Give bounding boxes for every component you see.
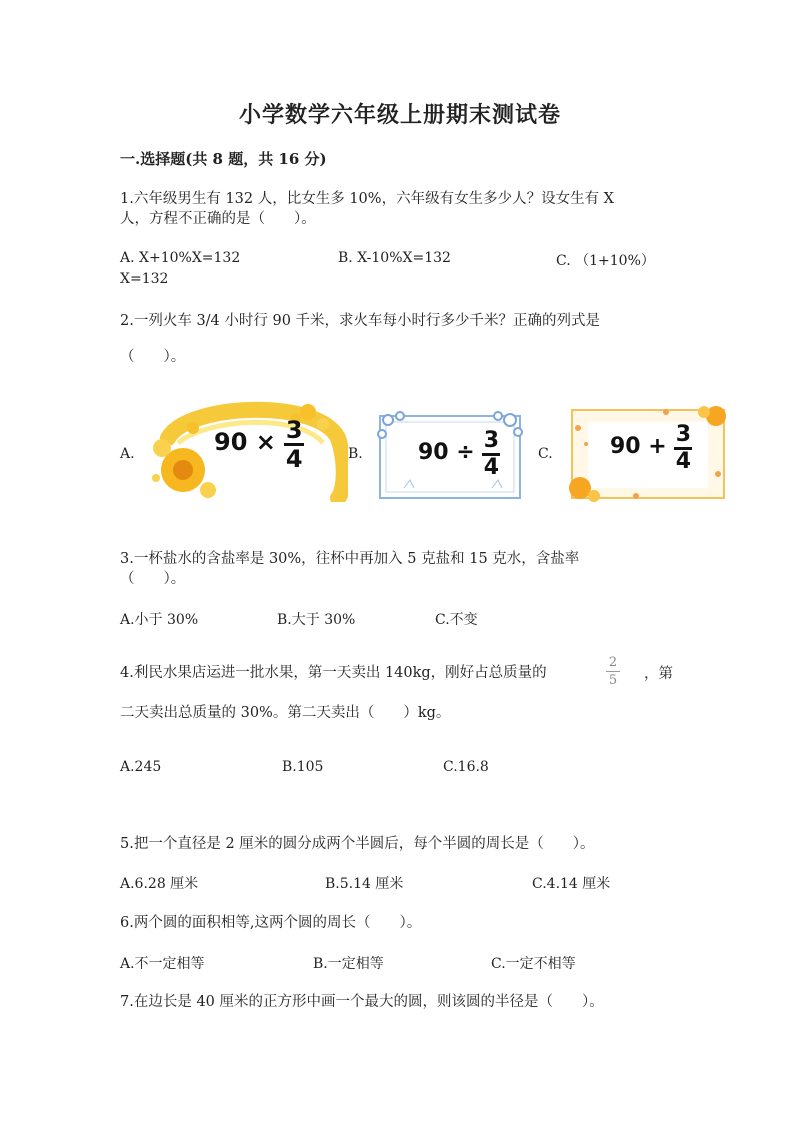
question-5-option-c: C.4.14 厘米 xyxy=(532,876,611,892)
question-4-option-c: C.16.8 xyxy=(443,759,489,775)
option-a-denominator: 4 xyxy=(285,445,303,473)
question-4-fraction-denominator: 5 xyxy=(608,673,618,688)
option-b-expr-text: 90 ÷ xyxy=(418,440,483,465)
section-heading: 一.选择题(共 8 题，共 16 分) xyxy=(120,150,327,168)
option-a-fraction xyxy=(284,418,304,471)
question-6-option-a: A.不一定相等 xyxy=(120,956,205,972)
question-5-option-a: A.6.28 厘米 xyxy=(120,876,199,892)
question-4-option-b: B.105 xyxy=(282,759,324,775)
question-1-option-a: A. X+10%X=132 xyxy=(120,250,241,266)
question-2-line-2: （ ）。 xyxy=(120,349,186,365)
question-3-option-a: A.小于 30% xyxy=(120,612,199,628)
question-4-fraction xyxy=(606,656,620,687)
question-1-option-b: B. X-10%X=132 xyxy=(338,250,451,266)
page-title: 小学数学六年级上册期末测试卷 xyxy=(238,102,561,128)
question-3-option-b: B.大于 30% xyxy=(277,612,356,628)
option-c-expr-text: 90 + xyxy=(610,434,675,459)
option-c-expression xyxy=(610,424,692,473)
question-4-option-a: A.245 xyxy=(120,759,162,775)
question-4-line-1-end: ，第 xyxy=(644,666,673,682)
question-2-option-b-label: B. xyxy=(348,446,363,462)
question-2-line-1: 2.一列火车 3/4 小时行 90 千米，求火车每小时行多少千米？正确的列式是 xyxy=(120,313,601,329)
question-2-option-a-label: A. xyxy=(120,446,135,462)
option-a-numerator: 3 xyxy=(285,416,303,444)
question-4-line-1: 4.利民水果店运进一批水果，第一天卖出 140kg，刚好占总质量的 xyxy=(120,665,547,681)
question-5-line-1: 5.把一个直径是 2 厘米的圆分成两个半圆后，每个半圆的周长是（ ）。 xyxy=(120,836,595,852)
question-6-option-c: C.一定不相等 xyxy=(491,956,576,972)
option-c-numerator: 3 xyxy=(675,422,692,447)
question-4-line-2: 二天卖出总质量的 30%。第二天卖出（ ）kg。 xyxy=(120,705,451,721)
question-6-line-1: 6.两个圆的面积相等,这两个圆的周长（ ）。 xyxy=(120,915,422,931)
question-1-option-c-continued: X=132 xyxy=(120,271,169,287)
question-3-option-c: C.不变 xyxy=(435,612,478,628)
question-2-option-c-label: C. xyxy=(538,446,553,462)
question-3-line-2: （ ）。 xyxy=(120,571,186,587)
question-1-line-1: 1.六年级男生有 132 人，比女生多 10%，六年级有女生多少人？设女生有 X xyxy=(120,191,614,207)
option-c-fraction xyxy=(674,424,692,473)
option-b-expression xyxy=(418,430,500,479)
question-6-option-b: B.一定相等 xyxy=(313,956,384,972)
option-b-numerator: 3 xyxy=(483,428,500,453)
question-1-line-2: 人，方程不正确的是（ ）。 xyxy=(120,211,316,227)
option-a-expression xyxy=(214,418,304,471)
question-7-line-1: 7.在边长是 40 厘米的正方形中画一个最大的圆，则该圆的半径是（ ）。 xyxy=(120,994,604,1010)
option-b-denominator: 4 xyxy=(483,455,500,480)
question-3-line-1: 3.一杯盐水的含盐率是 30%，往杯中再加入 5 克盐和 15 克水，含盐率 xyxy=(120,551,580,567)
question-1-option-c: C. （1+10%） xyxy=(556,253,655,269)
question-5-option-b: B.5.14 厘米 xyxy=(325,876,404,892)
option-a-expr-text: 90 × xyxy=(214,428,285,456)
option-c-denominator: 4 xyxy=(675,449,692,474)
question-4-fraction-numerator: 2 xyxy=(608,655,618,670)
option-b-fraction xyxy=(482,430,500,479)
